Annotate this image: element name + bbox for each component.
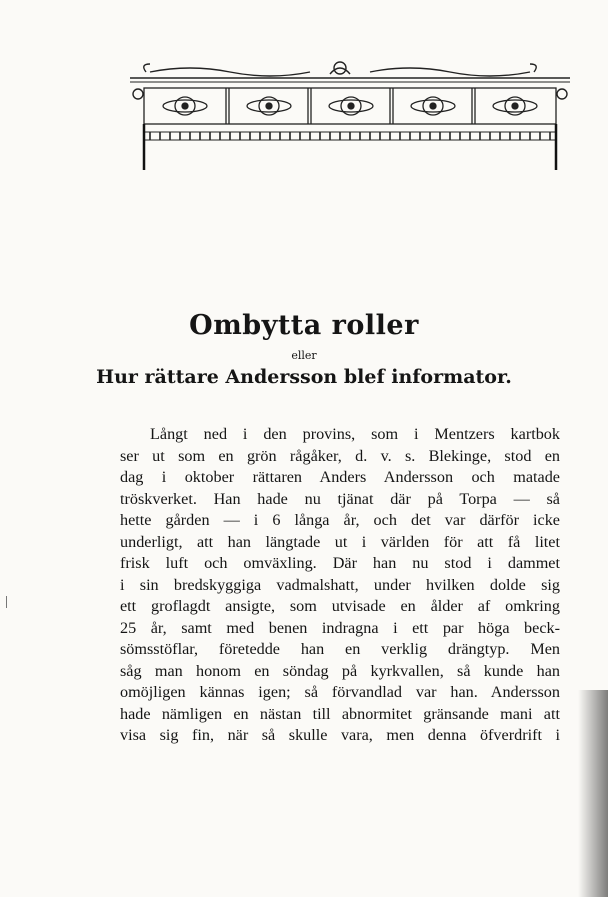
margin-mark <box>6 596 7 608</box>
text-line: Långt ned i den provins, som i Mentzers kartbok <box>150 425 560 443</box>
chapter-subtitle: Hur rättare Andersson blef informator. <box>96 366 512 388</box>
left-curl <box>133 89 143 99</box>
text-line: hette gården — i 6 långa år, och det var därför icke <box>120 511 560 529</box>
text-line: 25 år, samt med benen indragna i ett par höga beck- <box>120 618 560 637</box>
body-paragraph <box>120 424 560 747</box>
chapter-title: Ombytta roller <box>189 310 419 341</box>
text-line: sömsstöflar, företedde han en verklig drängtyp. Men <box>120 640 560 658</box>
text-line: omöjligen kännas igen; så förvandlad var han. Andersson <box>120 683 560 701</box>
right-curl <box>557 89 567 99</box>
text-line: hade nämligen en nästan till abnormitet gränsande mani att <box>120 704 560 723</box>
fringe-row <box>150 132 550 140</box>
page-edge-shadow <box>578 690 608 897</box>
title-connector: eller <box>291 349 317 362</box>
text-line: visa sig fin, när så skulle vara, men denna öfverdrift i <box>120 726 560 744</box>
text-line: underligt, att han längtade ut i världen för att få litet <box>120 532 560 551</box>
text-line: tröskverket. Han hade nu tjänat där på Torpa — så <box>120 489 560 508</box>
ornamental-header-band <box>130 52 570 172</box>
text-line: ett groflagdt ansigte, som utvisade en ålder af omkring <box>120 597 560 615</box>
text-line: såg man honom en söndag på kyrkvallen, så kunde han <box>120 661 560 680</box>
top-scroll-border <box>144 62 537 76</box>
text-line: frisk luft och omväxling. Där han nu stod i dammet <box>120 554 560 572</box>
text-line: ser ut som en grön rågåker, d. v. s. Blekinge, stod en <box>120 446 560 465</box>
text-line: dag i oktober rättaren Anders Andersson och matade <box>120 468 560 486</box>
rosette-panels <box>144 88 556 124</box>
text-line: i sin bredskyggiga vadmalshatt, under hvilken dolde sig <box>120 575 560 594</box>
